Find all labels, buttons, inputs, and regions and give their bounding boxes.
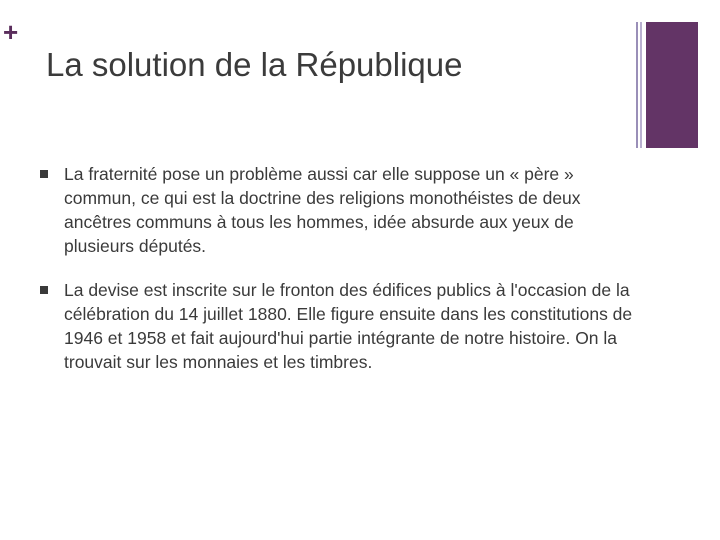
- bullet-item: [40, 278, 640, 374]
- bullet-item: [40, 162, 640, 258]
- plus-icon: +: [3, 17, 19, 47]
- accent-decoration: [636, 22, 698, 148]
- bullet-text: La fraternité pose un problème aussi car elle suppose un « père » commun, ce qui est la doctrine des religions monothéistes de deux ancêtres communs à tous les hommes, idée absurde aux yeux de plusieurs députés.: [64, 164, 581, 256]
- bullet-text: La devise est inscrite sur le fronton des édifices publics à l'occasion de la célébration du 14 juillet 1880. Elle figure ensuite dans les constitutions de 1946 et 1958 et fait aujourd'hui partie intégrante de notre histoire. On la trouvait sur les monnaies et les timbres.: [64, 280, 633, 372]
- square-bullet-icon: [40, 286, 48, 294]
- accent-line: [640, 22, 642, 148]
- square-bullet-icon: [40, 170, 48, 178]
- slide-title: La solution de la République: [46, 46, 463, 83]
- accent-block: [646, 22, 698, 148]
- accent-line: [636, 22, 638, 148]
- bullet-list: [40, 162, 640, 394]
